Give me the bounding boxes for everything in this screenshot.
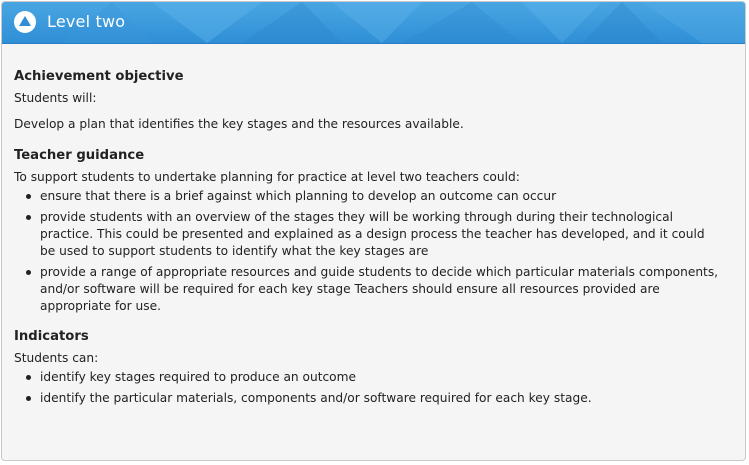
list-item-text: identify key stages required to produce an outcome	[40, 370, 357, 384]
panel-header[interactable]	[2, 2, 745, 44]
list-item	[40, 209, 733, 260]
teacher-guidance-intro: To support students to undertake planning for practice at level two teachers could:	[14, 170, 520, 184]
list-item	[40, 369, 733, 386]
bullet-icon	[26, 194, 31, 199]
indicators-intro: Students can:	[14, 351, 99, 365]
level-panel	[1, 1, 746, 461]
teacher-guidance-list	[14, 188, 733, 315]
teacher-guidance-heading: Teacher guidance	[14, 148, 145, 163]
panel-title: Level two	[47, 12, 126, 31]
achievement-heading: Achievement objective	[14, 69, 184, 84]
list-item	[40, 264, 733, 315]
indicators-heading: Indicators	[14, 329, 89, 344]
list-item	[40, 188, 733, 205]
list-item-text: ensure that there is a brief against which planning to develop an outcome can occur	[40, 189, 557, 203]
list-item-text: identify the particular materials, components and/or software required for each key stage.	[40, 391, 592, 405]
list-item-text: provide a range of appropriate resources and guide students to decide which particular materials components, and/or software will be required for each key stage Teachers should ensure all resources provided are appropriate for use.	[40, 265, 719, 313]
achievement-text: Develop a plan that identifies the key stages and the resources available.	[14, 117, 464, 131]
list-item	[40, 390, 733, 407]
bullet-icon	[26, 396, 31, 401]
panel-content	[2, 44, 745, 407]
list-item-text: provide students with an overview of the stages they will be working through during their technological practice. This could be presented and explained as a design process the teacher has developed, and it could be used to support students to identify what the key stages are	[40, 210, 705, 258]
achievement-intro: Students will:	[14, 91, 97, 105]
bullet-icon	[26, 375, 31, 380]
collapse-triangle-icon[interactable]	[14, 11, 36, 33]
bullet-icon	[26, 270, 31, 275]
bullet-icon	[26, 215, 31, 220]
indicators-list	[14, 369, 733, 407]
